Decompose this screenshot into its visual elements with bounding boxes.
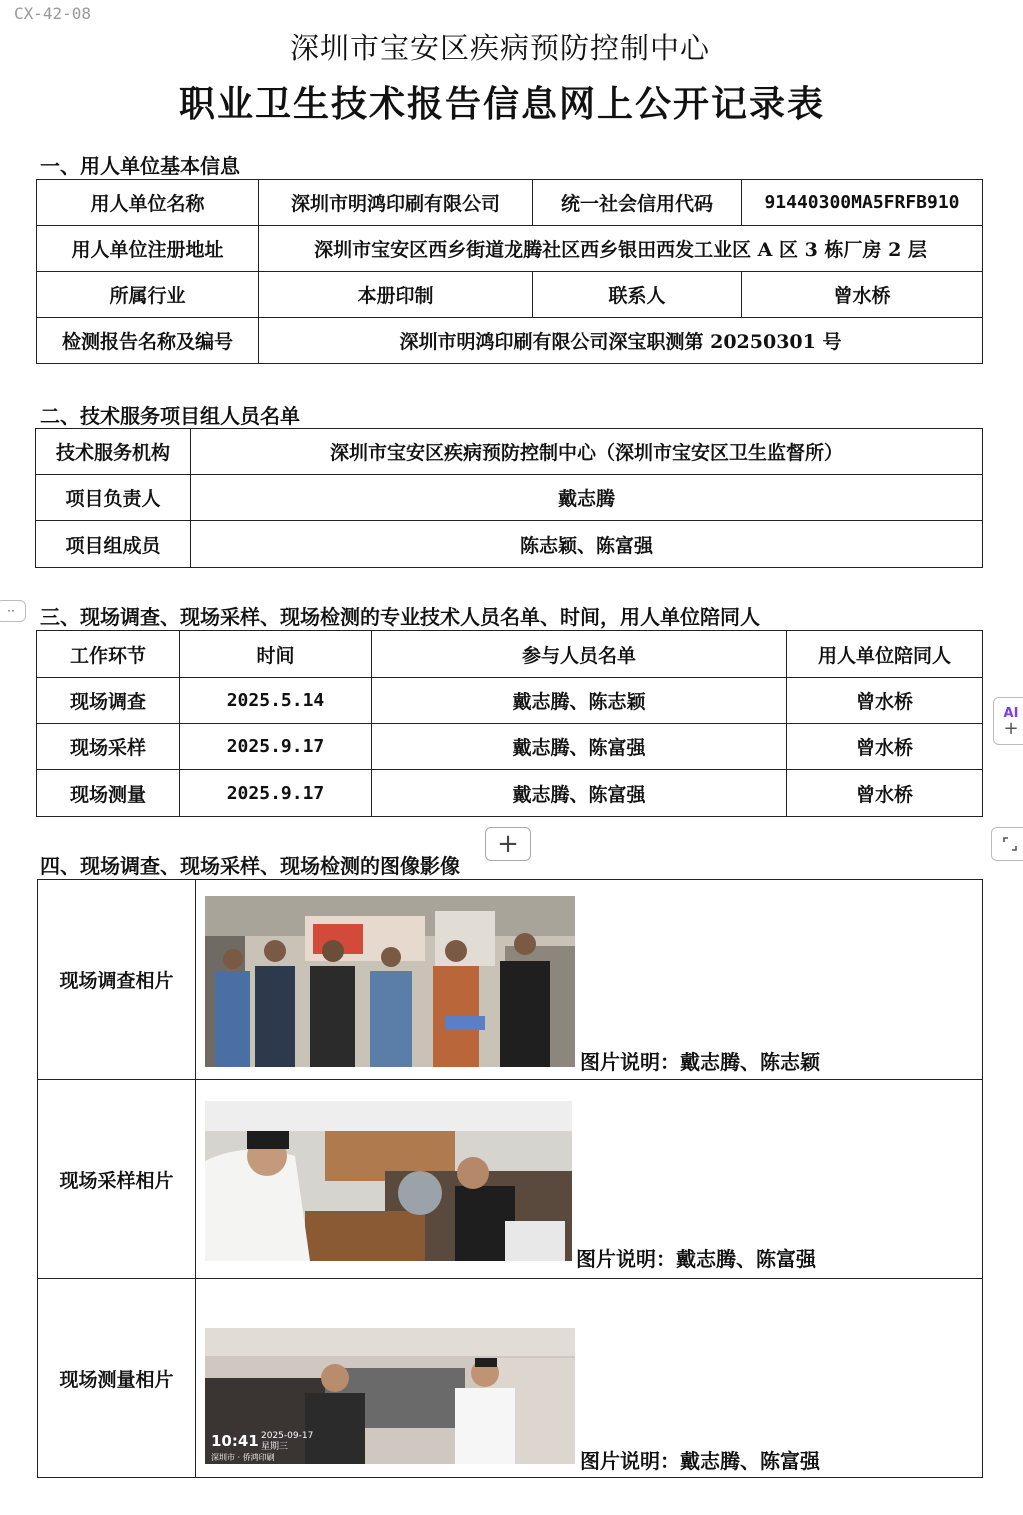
field-staff-table: [36, 630, 983, 817]
date-cell: 2025.9.17: [180, 724, 372, 770]
organization-name: 深圳市宝安区疾病预防控制中心: [289, 31, 710, 65]
photo-datestamp: 2025-09-17 星期三: [261, 1431, 314, 1452]
stage-cell: 现场测量: [37, 770, 180, 817]
sampling-photo: [205, 1101, 572, 1261]
agency-value: 深圳市宝安区疾病预防控制中心（深圳市宝安区卫生监督所）: [191, 429, 983, 475]
section1-heading: 一、用人单位基本信息: [40, 154, 240, 178]
photo-label: 现场测量相片: [38, 1279, 196, 1478]
date-cell: 2025.9.17: [180, 770, 372, 817]
escort-cell: 曾水桥: [787, 724, 983, 770]
site-survey-photo: [205, 896, 575, 1067]
photo-label: 现场采样相片: [38, 1080, 196, 1279]
contact-label: 联系人: [533, 272, 742, 318]
members-label: 项目组成员: [36, 521, 191, 568]
comment-handle-button[interactable]: ··: [0, 600, 26, 622]
members-value: 陈志颖、陈富强: [191, 521, 983, 568]
ai-label: AI: [1003, 705, 1019, 721]
industry-value: 本册印制: [259, 272, 533, 318]
photo-cell: [196, 1080, 983, 1279]
photo-caption: 图片说明：戴志腾、陈富强: [580, 1449, 820, 1473]
expand-button[interactable]: [991, 827, 1023, 861]
address-label: 用人单位注册地址: [37, 226, 259, 272]
unit-name-value: 深圳市明鸿印刷有限公司: [259, 180, 533, 226]
employer-info-table: [36, 179, 983, 364]
photo-caption: 图片说明：戴志腾、陈富强: [576, 1247, 816, 1271]
unit-name-label: 用人单位名称: [37, 180, 259, 226]
add-block-button[interactable]: +: [485, 827, 531, 861]
people-cell: 戴志腾、陈富强: [372, 770, 787, 817]
escort-cell: 曾水桥: [787, 678, 983, 724]
address-value: 深圳市宝安区西乡街道龙腾社区西乡银田西发工业区 A 区 3 栋厂房 2 层: [259, 226, 983, 272]
contact-value: 曾水桥: [742, 272, 983, 318]
stage-cell: 现场调查: [37, 678, 180, 724]
section2-heading: 二、技术服务项目组人员名单: [40, 404, 300, 428]
document-title: 职业卫生技术报告信息网上公开记录表: [178, 83, 825, 125]
escort-cell: 曾水桥: [787, 770, 983, 817]
photo-table: [37, 879, 983, 1478]
section3-heading: 三、现场调查、现场采样、现场检测的专业技术人员名单、时间，用人单位陪同人: [40, 605, 760, 629]
header-escort: 用人单位陪同人: [787, 631, 983, 678]
credit-code-value: 91440300MA5FRFB910: [742, 180, 983, 226]
stage-cell: 现场采样: [37, 724, 180, 770]
expand-icon: [1002, 836, 1018, 852]
header-people: 参与人员名单: [372, 631, 787, 678]
photo-timestamp: 10:41: [211, 1432, 259, 1450]
leader-value: 戴志腾: [191, 475, 983, 521]
photo-caption: 图片说明：戴志腾、陈志颖: [580, 1050, 820, 1074]
credit-code-label: 统一社会信用代码: [533, 180, 742, 226]
photo-cell: [196, 880, 983, 1080]
document-code: CX-42-08: [14, 4, 92, 23]
header-stage: 工作环节: [37, 631, 180, 678]
photo-row: [38, 1080, 983, 1279]
report-label: 检测报告名称及编号: [37, 318, 259, 364]
date-cell: 2025.5.14: [180, 678, 372, 724]
photo-location-stamp: 深圳市 · 侨鸿印刷: [211, 1453, 275, 1462]
table-row: [37, 678, 983, 724]
measurement-photo: [205, 1328, 575, 1464]
ai-assistant-button[interactable]: [993, 697, 1023, 745]
photo-label: 现场调查相片: [38, 880, 196, 1080]
photo-row: [38, 1279, 983, 1478]
agency-label: 技术服务机构: [36, 429, 191, 475]
table-row: [37, 770, 983, 817]
section4-heading: 四、现场调查、现场采样、现场检测的图像影像: [40, 854, 460, 878]
industry-label: 所属行业: [37, 272, 259, 318]
header-date: 时间: [180, 631, 372, 678]
table-row: [37, 724, 983, 770]
project-team-table: [35, 428, 983, 568]
plus-icon: +: [1003, 717, 1019, 739]
people-cell: 戴志腾、陈志颖: [372, 678, 787, 724]
report-value: 深圳市明鸿印刷有限公司深宝职测第 20250301 号: [259, 318, 983, 364]
photo-row: [38, 880, 983, 1080]
photo-cell: [196, 1279, 983, 1478]
people-cell: 戴志腾、陈富强: [372, 724, 787, 770]
leader-label: 项目负责人: [36, 475, 191, 521]
